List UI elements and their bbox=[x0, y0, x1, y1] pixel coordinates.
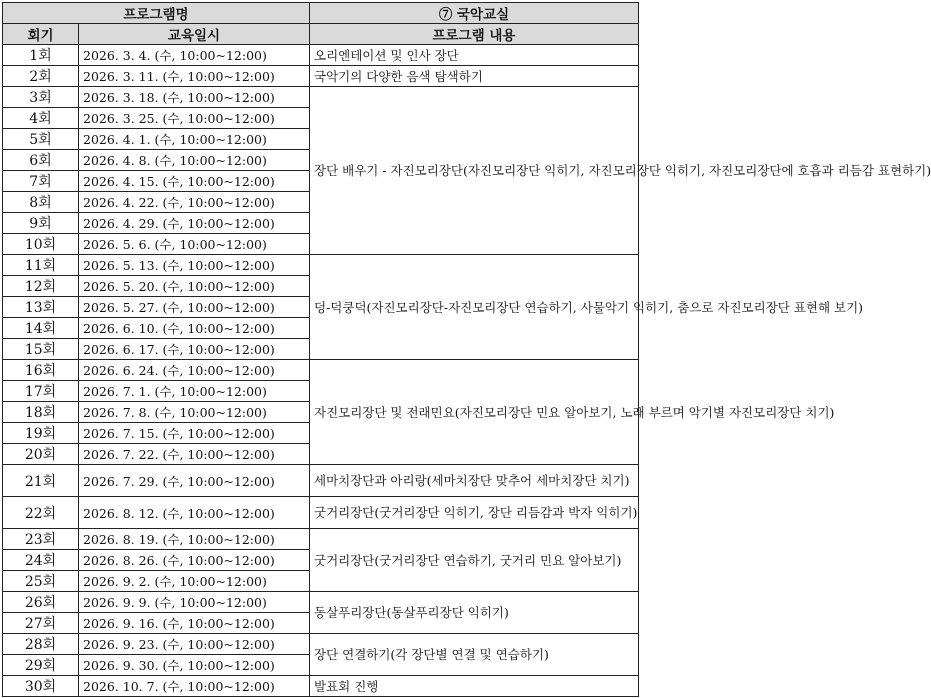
program-name: ⑦ 국악교실 bbox=[310, 3, 639, 24]
session-number: 17회 bbox=[3, 381, 79, 402]
session-content: 굿거리장단(굿거리장단 연습하기, 굿거리 민요 알아보기) bbox=[310, 529, 639, 592]
session-date: 2026. 5. 6. (수, 10:00~12:00) bbox=[79, 234, 310, 255]
program-label: 프로그램명 bbox=[3, 3, 310, 24]
session-date: 2026. 3. 25. (수, 10:00~12:00) bbox=[79, 108, 310, 129]
session-date: 2026. 6. 17. (수, 10:00~12:00) bbox=[79, 339, 310, 360]
session-number: 30회 bbox=[3, 676, 79, 697]
session-number: 10회 bbox=[3, 234, 79, 255]
session-number: 7회 bbox=[3, 171, 79, 192]
session-number: 25회 bbox=[3, 571, 79, 592]
session-number: 3회 bbox=[3, 87, 79, 108]
session-number: 22회 bbox=[3, 497, 79, 529]
table-row bbox=[3, 66, 639, 87]
session-content: 장단 배우기 - 자진모리장단(자진모리장단 익히기, 자진모리장단 익히기, 자진모리장단에 호흡과 리듬감 표현하기) bbox=[310, 87, 639, 255]
col-header-session: 회기 bbox=[3, 24, 79, 45]
table-row bbox=[3, 634, 639, 655]
session-date: 2026. 8. 19. (수, 10:00~12:00) bbox=[79, 529, 310, 550]
session-date: 2026. 4. 15. (수, 10:00~12:00) bbox=[79, 171, 310, 192]
session-number: 27회 bbox=[3, 613, 79, 634]
session-content: 세마치장단과 아리랑(세마치장단 맞추어 세마치장단 치기) bbox=[310, 465, 639, 497]
session-content: 자진모리장단 및 전래민요(자진모리장단 민요 알아보기, 노래 부르며 악기별 자진모리장단 치기) bbox=[310, 360, 639, 465]
table-row bbox=[3, 592, 639, 613]
table-row bbox=[3, 465, 639, 497]
session-date: 2026. 3. 11. (수, 10:00~12:00) bbox=[79, 66, 310, 87]
session-date: 2026. 9. 16. (수, 10:00~12:00) bbox=[79, 613, 310, 634]
table-row bbox=[3, 497, 639, 529]
session-date: 2026. 7. 15. (수, 10:00~12:00) bbox=[79, 423, 310, 444]
table-row bbox=[3, 360, 639, 381]
session-date: 2026. 8. 26. (수, 10:00~12:00) bbox=[79, 550, 310, 571]
session-date: 2026. 6. 24. (수, 10:00~12:00) bbox=[79, 360, 310, 381]
session-number: 29회 bbox=[3, 655, 79, 676]
session-date: 2026. 6. 10. (수, 10:00~12:00) bbox=[79, 318, 310, 339]
session-number: 23회 bbox=[3, 529, 79, 550]
session-content: 발표회 진행 bbox=[310, 676, 639, 697]
session-number: 12회 bbox=[3, 276, 79, 297]
col-header-content: 프로그램 내용 bbox=[310, 24, 639, 45]
session-date: 2026. 10. 7. (수, 10:00~12:00) bbox=[79, 676, 310, 697]
session-number: 13회 bbox=[3, 297, 79, 318]
table-row bbox=[3, 87, 639, 108]
table-row bbox=[3, 45, 639, 66]
session-number: 18회 bbox=[3, 402, 79, 423]
session-number: 28회 bbox=[3, 634, 79, 655]
table-row bbox=[3, 255, 639, 276]
session-number: 4회 bbox=[3, 108, 79, 129]
session-date: 2026. 3. 4. (수, 10:00~12:00) bbox=[79, 45, 310, 66]
col-header-date: 교육일시 bbox=[79, 24, 310, 45]
program-header-row bbox=[3, 3, 639, 24]
session-date: 2026. 5. 13. (수, 10:00~12:00) bbox=[79, 255, 310, 276]
session-number: 21회 bbox=[3, 465, 79, 497]
session-date: 2026. 8. 12. (수, 10:00~12:00) bbox=[79, 497, 310, 529]
session-date: 2026. 9. 23. (수, 10:00~12:00) bbox=[79, 634, 310, 655]
session-content: 동살푸리장단(동살푸리장단 익히기) bbox=[310, 592, 639, 634]
session-date: 2026. 5. 20. (수, 10:00~12:00) bbox=[79, 276, 310, 297]
session-date: 2026. 4. 22. (수, 10:00~12:00) bbox=[79, 192, 310, 213]
session-date: 2026. 9. 2. (수, 10:00~12:00) bbox=[79, 571, 310, 592]
session-content: 굿거리장단(굿거리장단 익히기, 장단 리듬감과 박자 익히기) bbox=[310, 497, 639, 529]
session-number: 26회 bbox=[3, 592, 79, 613]
session-date: 2026. 4. 29. (수, 10:00~12:00) bbox=[79, 213, 310, 234]
session-number: 1회 bbox=[3, 45, 79, 66]
session-number: 2회 bbox=[3, 66, 79, 87]
session-date: 2026. 7. 29. (수, 10:00~12:00) bbox=[79, 465, 310, 497]
session-date: 2026. 7. 8. (수, 10:00~12:00) bbox=[79, 402, 310, 423]
session-number: 20회 bbox=[3, 444, 79, 465]
session-number: 5회 bbox=[3, 129, 79, 150]
session-date: 2026. 9. 9. (수, 10:00~12:00) bbox=[79, 592, 310, 613]
session-number: 15회 bbox=[3, 339, 79, 360]
session-content: 오리엔테이션 및 인사 장단 bbox=[310, 45, 639, 66]
table-row bbox=[3, 529, 639, 550]
session-date: 2026. 7. 22. (수, 10:00~12:00) bbox=[79, 444, 310, 465]
session-number: 6회 bbox=[3, 150, 79, 171]
session-number: 19회 bbox=[3, 423, 79, 444]
session-date: 2026. 9. 30. (수, 10:00~12:00) bbox=[79, 655, 310, 676]
table-row bbox=[3, 676, 639, 697]
session-date: 2026. 4. 1. (수, 10:00~12:00) bbox=[79, 129, 310, 150]
session-date: 2026. 3. 18. (수, 10:00~12:00) bbox=[79, 87, 310, 108]
session-number: 11회 bbox=[3, 255, 79, 276]
session-number: 9회 bbox=[3, 213, 79, 234]
program-schedule-table bbox=[2, 2, 931, 697]
session-content: 국악기의 다양한 음색 탐색하기 bbox=[310, 66, 639, 87]
session-number: 14회 bbox=[3, 318, 79, 339]
session-content: 장단 연결하기(각 장단별 연결 및 연습하기) bbox=[310, 634, 639, 676]
session-date: 2026. 7. 1. (수, 10:00~12:00) bbox=[79, 381, 310, 402]
session-number: 24회 bbox=[3, 550, 79, 571]
session-number: 16회 bbox=[3, 360, 79, 381]
session-date: 2026. 5. 27. (수, 10:00~12:00) bbox=[79, 297, 310, 318]
column-header-row bbox=[3, 24, 639, 45]
session-number: 8회 bbox=[3, 192, 79, 213]
session-date: 2026. 4. 8. (수, 10:00~12:00) bbox=[79, 150, 310, 171]
session-content: 덩-덕쿵덕(자진모리장단-자진모리장단 연습하기, 사물악기 익히기, 춤으로 자진모리장단 표현해 보기) bbox=[310, 255, 639, 360]
